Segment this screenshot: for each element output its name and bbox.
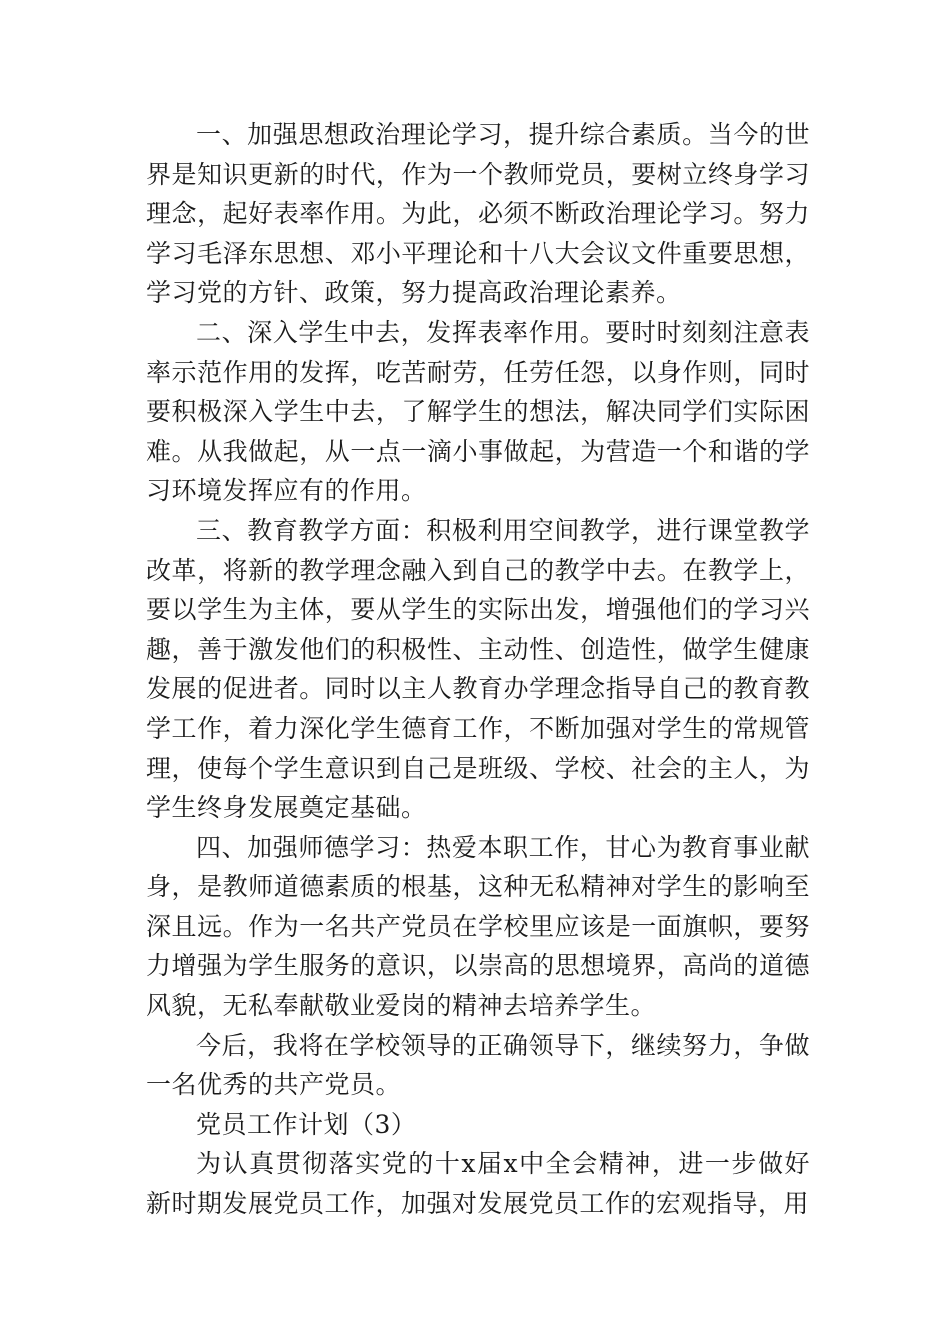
section-heading: 党员工作计划（3） <box>196 1109 417 1139</box>
paragraph-1: 一、加强思想政治理论学习，提升综合素质。当今的世界是知识更新的时代，作为一个教师党员，要树立终身学习理念，起好表率作用。为此，必须不断政治理论学习。努力学习毛泽东思想、邓小平理论和十八大会议文件重要思想，学习党的方针、政策，努力提高政治理论素养。 <box>146 120 810 308</box>
paragraph-3: 三、教育教学方面：积极利用空间教学，进行课堂教学改革，将新的教学理念融入到自己的教学中去。在教学上，要以学生为主体，要从学生的实际出发，增强他们的学习兴趣，善于激发他们的积极性、主动性、创造性，做学生健康发展的促进者。同时以主人教育办学理念指导自己的教育教学工作，着力深化学生德育工作，不断加强对学生的常规管理，使每个学生意识到自己是班级、学校、社会的主人，为学生终身发展奠定基础。 <box>146 515 810 823</box>
paragraph-6: 为认真贯彻落实党的十x届x中全会精神，进一步做好新时期发展党员工作，加强对发展党员工作的宏观指导，用 <box>146 1149 810 1219</box>
paragraph-2: 二、深入学生中去，发挥表率作用。要时时刻刻注意表率示范作用的发挥，吃苦耐劳，任劳任怨，以身作则，同时要积极深入学生中去，了解学生的想法，解决同学们实际困难。从我做起，从一点一滴小事做起，为营造一个和谐的学习环境发挥应有的作用。 <box>146 317 810 506</box>
document-body <box>146 115 810 1224</box>
paragraph-4: 四、加强师德学习：热爱本职工作，甘心为教育事业献身，是教师道德素质的根基，这种无私精神对学生的影响至深且远。作为一名共产党员在学校里应该是一面旗帜，要努力增强为学生服务的意识，以崇高的思想境界，高尚的道德风貌，无私奉献敬业爱岗的精神去培养学生。 <box>146 832 810 1021</box>
paragraph-5: 今后，我将在学校领导的正确领导下，继续努力，争做一名优秀的共产党员。 <box>146 1030 810 1100</box>
